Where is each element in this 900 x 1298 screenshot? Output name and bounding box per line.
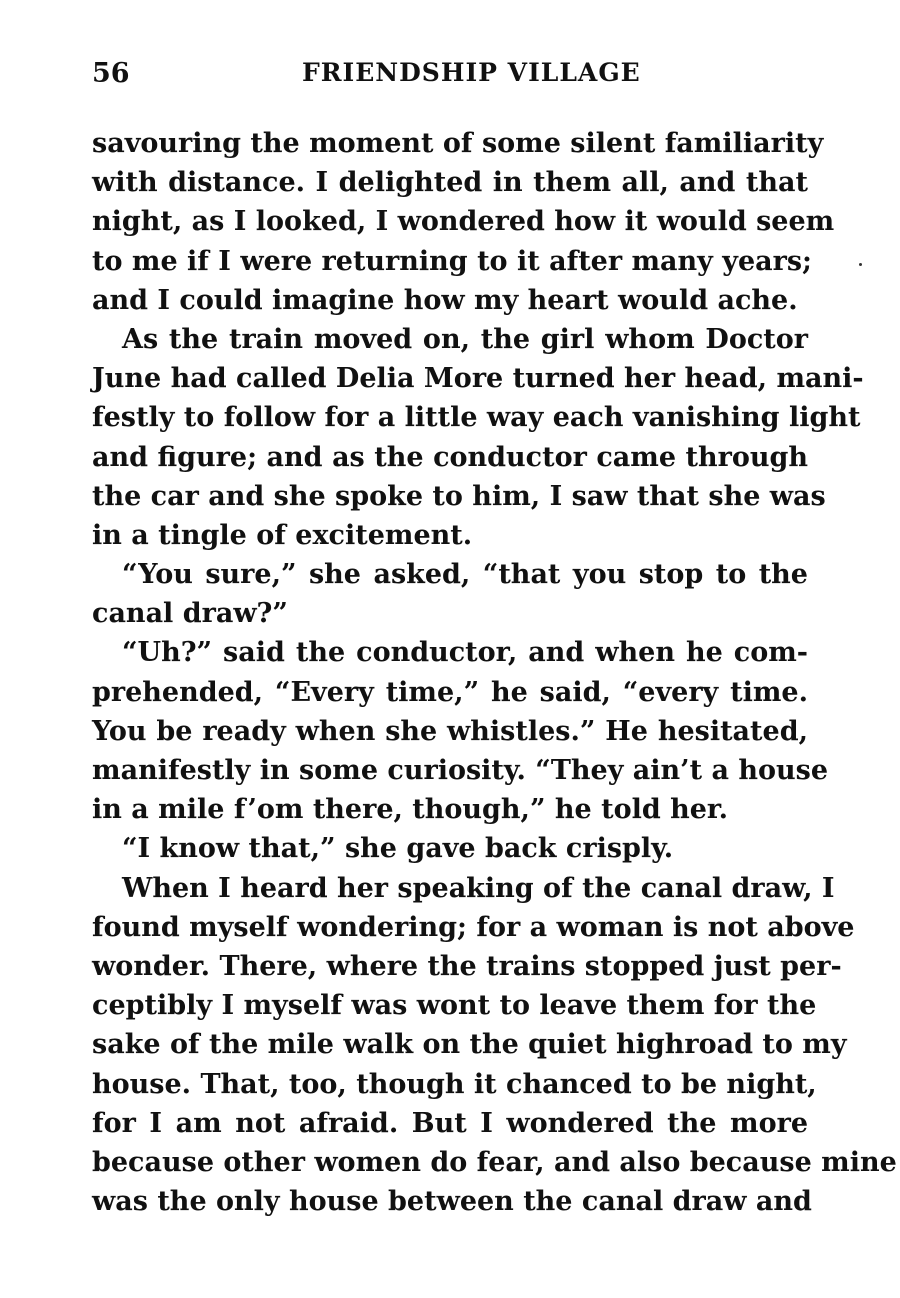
text-line: with distance. I delighted in them all, and that [92,167,808,199]
text-line: and figure; and as the conductor came through [92,441,808,473]
text-line: for I am not afraid. But I wondered the more [92,1107,808,1139]
text-line: wonder. There, where the trains stopped just per- [92,950,842,982]
text-line: found myself wondering; for a woman is not above [92,911,855,943]
running-head [92,58,808,98]
text-line: and I could imagine how my heart would ache. [92,284,798,316]
text-line: “I know that,” she gave back crisply. [122,833,674,865]
text-line: ceptibly I myself was wont to leave them for the [92,990,817,1022]
text-line: As the train moved on, the girl whom Doctor [122,323,808,355]
text-line: June had called Delia More turned her head, mani- [92,363,864,395]
text-line: to me if I were returning to it after many years; [92,245,813,277]
text-line: the car and she spoke to him, I saw that she was [92,480,826,512]
text-line: “Uh?” said the conductor, and when he com- [122,637,808,669]
text-line: canal draw?” [92,598,288,630]
page-number: 56 [92,58,130,89]
text-line: in a tingle of excitement. [92,519,473,551]
text-line: manifestly in some curiosity. “They ain’t a house [92,755,829,786]
text-line: savouring the moment of some silent familiarity [92,128,824,159]
text-line: house. That, too, though it chanced to be night, [92,1068,817,1100]
ink-speck [859,263,862,266]
text-line: prehended, “Every time,” he said, “every time. [92,676,808,708]
text-line: night, as I looked, I wondered how it would seem [92,206,835,238]
text-line: was the only house between the canal draw and [92,1186,812,1218]
text-line: in a mile f’om there, though,” he told her. [92,794,729,826]
text-line: You be ready when she whistles.” He hesitated, [92,715,808,747]
running-title: FRIENDSHIP VILLAGE [302,58,641,87]
body-text [92,124,897,1221]
text-line: sake of the mile walk on the quiet highroad to my [92,1029,847,1061]
text-line: “You sure,” she asked, “that you stop to the [122,559,808,591]
text-line: festly to follow for a little way each vanishing light [92,402,861,434]
text-line: When I heard her speaking of the canal draw, I [122,872,835,904]
text-line: because other women do fear, and also because mine [92,1146,897,1178]
